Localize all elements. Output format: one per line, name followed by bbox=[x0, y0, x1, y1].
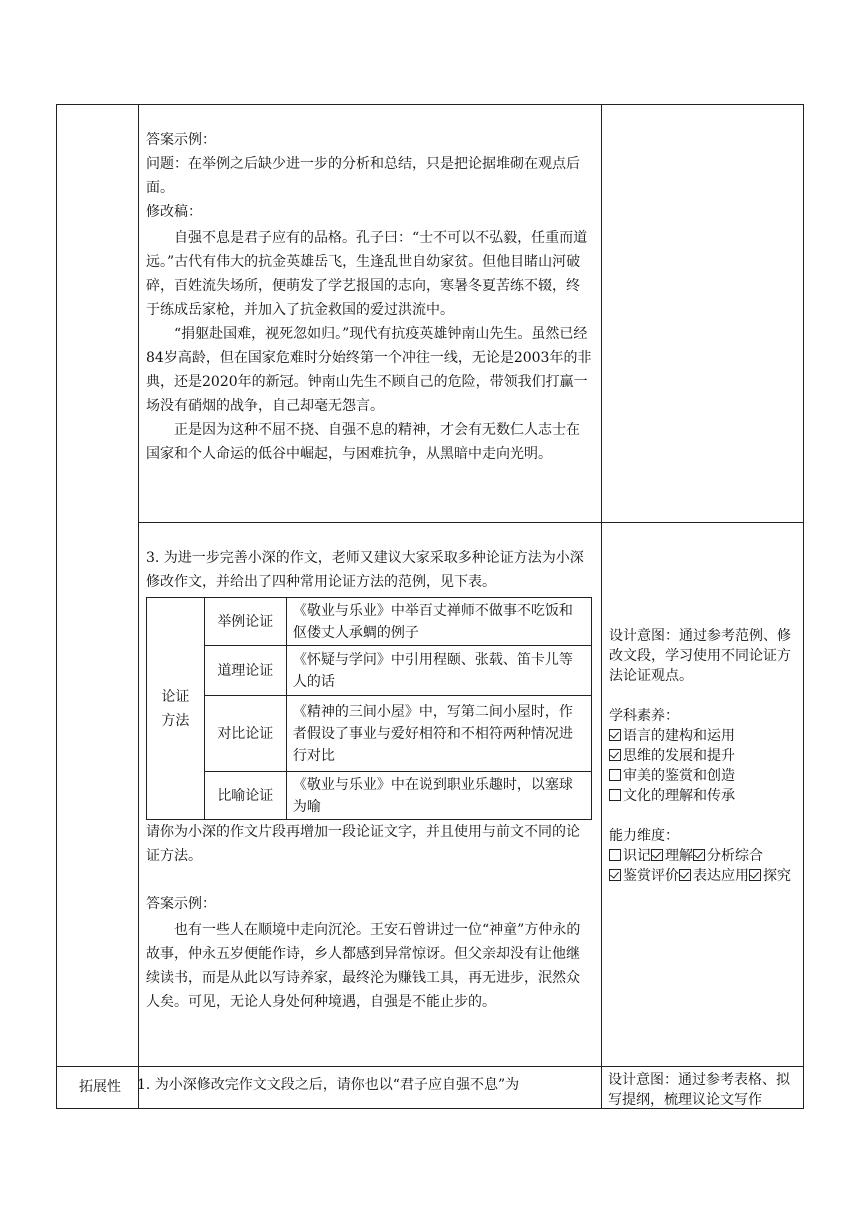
category-cell bbox=[147, 598, 205, 820]
design-notes bbox=[609, 626, 799, 886]
question-3-task-block bbox=[146, 820, 592, 1014]
literacy-item: 语言的建构和运用 bbox=[609, 726, 799, 746]
table-row bbox=[147, 646, 592, 696]
spacer bbox=[609, 806, 799, 826]
checked-box-icon bbox=[609, 869, 621, 881]
revision-paragraph: 自强不息是君子应有的品格。孔子曰：“士不可以不弘毅，任重而道远。”古代有伟大的抗金英雄岳飞，生逢乱世自幼家贫。但他目睹山河破碎，百姓流失场所，便萌发了学艺报国的志向，寒暑冬夏苦练不辍，终于练成岳家枪，并加入了抗金救国的爱过洪流中。 bbox=[146, 230, 588, 318]
problem-text: 问题：在举例之后缺少进一步的分析和总结，只是把论据堆砌在观点后面。 bbox=[146, 156, 580, 196]
revision-paragraph: 正是因为这种不屈不挠、自强不息的精神，才会有无数仁人志士在国家和个人命运的低谷中崛起，与困难抗争，从黑暗中走向光明。 bbox=[146, 422, 580, 462]
table-row bbox=[147, 598, 592, 646]
ability-line: 鉴赏评价 表达应用 探究 bbox=[609, 866, 799, 886]
spacer bbox=[609, 686, 799, 706]
checked-box-icon bbox=[693, 849, 705, 861]
extension-design-intent bbox=[608, 1070, 798, 1108]
row-label-extension: 拓展性 bbox=[79, 1079, 121, 1095]
ability-label: 能力维度： bbox=[609, 828, 679, 844]
checked-box-icon bbox=[679, 869, 691, 881]
question-3-text: 3. 为进一步完善小深的作文，老师又建议大家采取多种论证方法为小深修改作文，并给出了四种常用论证方法的范例，见下表。 bbox=[146, 550, 584, 590]
design-intent: 设计意图：通过参考范例、修改文段，学习使用不同论证方法论证观点。 bbox=[609, 628, 791, 684]
column-divider-left bbox=[138, 105, 139, 1108]
revision-label: 修改稿： bbox=[146, 204, 202, 220]
extension-text: 1. 为小深修改完作文文段之后，请你也以“君子应自强不息”为 bbox=[137, 1077, 520, 1093]
method-description: 《怀疑与学问》中引用程颐、张载、笛卡儿等人的话 bbox=[286, 646, 591, 696]
empty-box-icon bbox=[609, 789, 621, 801]
design-intent: 设计意图：通过参考表格、拟写提纲，梳理议论文写作 bbox=[608, 1072, 790, 1108]
answer-heading: 答案示例： bbox=[146, 132, 216, 148]
ability-line: 识记 理解 分析综合 bbox=[609, 846, 799, 866]
table-row bbox=[147, 772, 592, 820]
argument-methods-table bbox=[146, 597, 592, 820]
task-text: 请你为小深的作文片段再增加一段论证文字，并且使用与前文不同的论证方法。 bbox=[146, 824, 580, 864]
empty-box-icon bbox=[609, 849, 621, 861]
answer-example-block bbox=[146, 128, 592, 466]
column-divider-right bbox=[601, 105, 602, 1108]
method-name: 道理论证 bbox=[204, 646, 286, 696]
spacer bbox=[146, 868, 592, 892]
method-name: 举例论证 bbox=[204, 598, 286, 646]
method-description: 《精神的三间小屋》中，写第二间小屋时，作者假设了事业与爱好相符和不相符两种情况进行对比 bbox=[286, 696, 591, 772]
method-name: 对比论证 bbox=[204, 696, 286, 772]
checked-box-icon bbox=[651, 849, 663, 861]
checked-box-icon bbox=[609, 729, 621, 741]
extension-task bbox=[137, 1073, 592, 1103]
answer-paragraph: 也有一些人在顺境中走向沉沦。王安石曾讲过一位“神童”方仲永的故事，仲永五岁便能作诗，乡人都感到异常惊讶。但父亲却没有让他继续读书，而是从此以写诗养家，最终沦为赚钱工具，再无进步，泯然众人矣。可见，无论人身处何种境遇，自强是不能止步的。 bbox=[146, 922, 581, 1010]
method-description: 《敬业与乐业》中在说到职业乐趣时，以塞球为喻 bbox=[286, 772, 591, 820]
checked-box-icon bbox=[749, 869, 761, 881]
category-label: 论证方法 bbox=[161, 688, 190, 729]
literacy-item: 文化的理解和传承 bbox=[609, 786, 799, 806]
row-divider-1 bbox=[138, 522, 804, 523]
literacy-item: 思维的发展和提升 bbox=[609, 746, 799, 766]
method-name: 比喻论证 bbox=[204, 772, 286, 820]
question-3-intro bbox=[146, 546, 592, 594]
table-row bbox=[147, 696, 592, 772]
literacy-label: 学科素养： bbox=[609, 708, 679, 724]
checked-box-icon bbox=[609, 749, 621, 761]
literacy-item: 审美的鉴赏和创造 bbox=[609, 766, 799, 786]
revision-paragraph: “捐躯赴国难，视死忽如归。”现代有抗疫英雄钟南山先生。虽然已经84岁高龄，但在国家危难时分始终第一个冲往一线，无论是2003年的非典，还是2020年的新冠。钟南山先生不顾自己的危险，带领我们打赢一场没有硝烟的战争，自己却毫无怨言。 bbox=[146, 326, 592, 414]
method-description: 《敬业与乐业》中举百丈禅师不做事不吃饭和伛偻丈人承蜩的例子 bbox=[286, 598, 591, 646]
answer-heading: 答案示例： bbox=[146, 896, 216, 912]
empty-box-icon bbox=[609, 769, 621, 781]
row-divider-2 bbox=[57, 1066, 804, 1067]
